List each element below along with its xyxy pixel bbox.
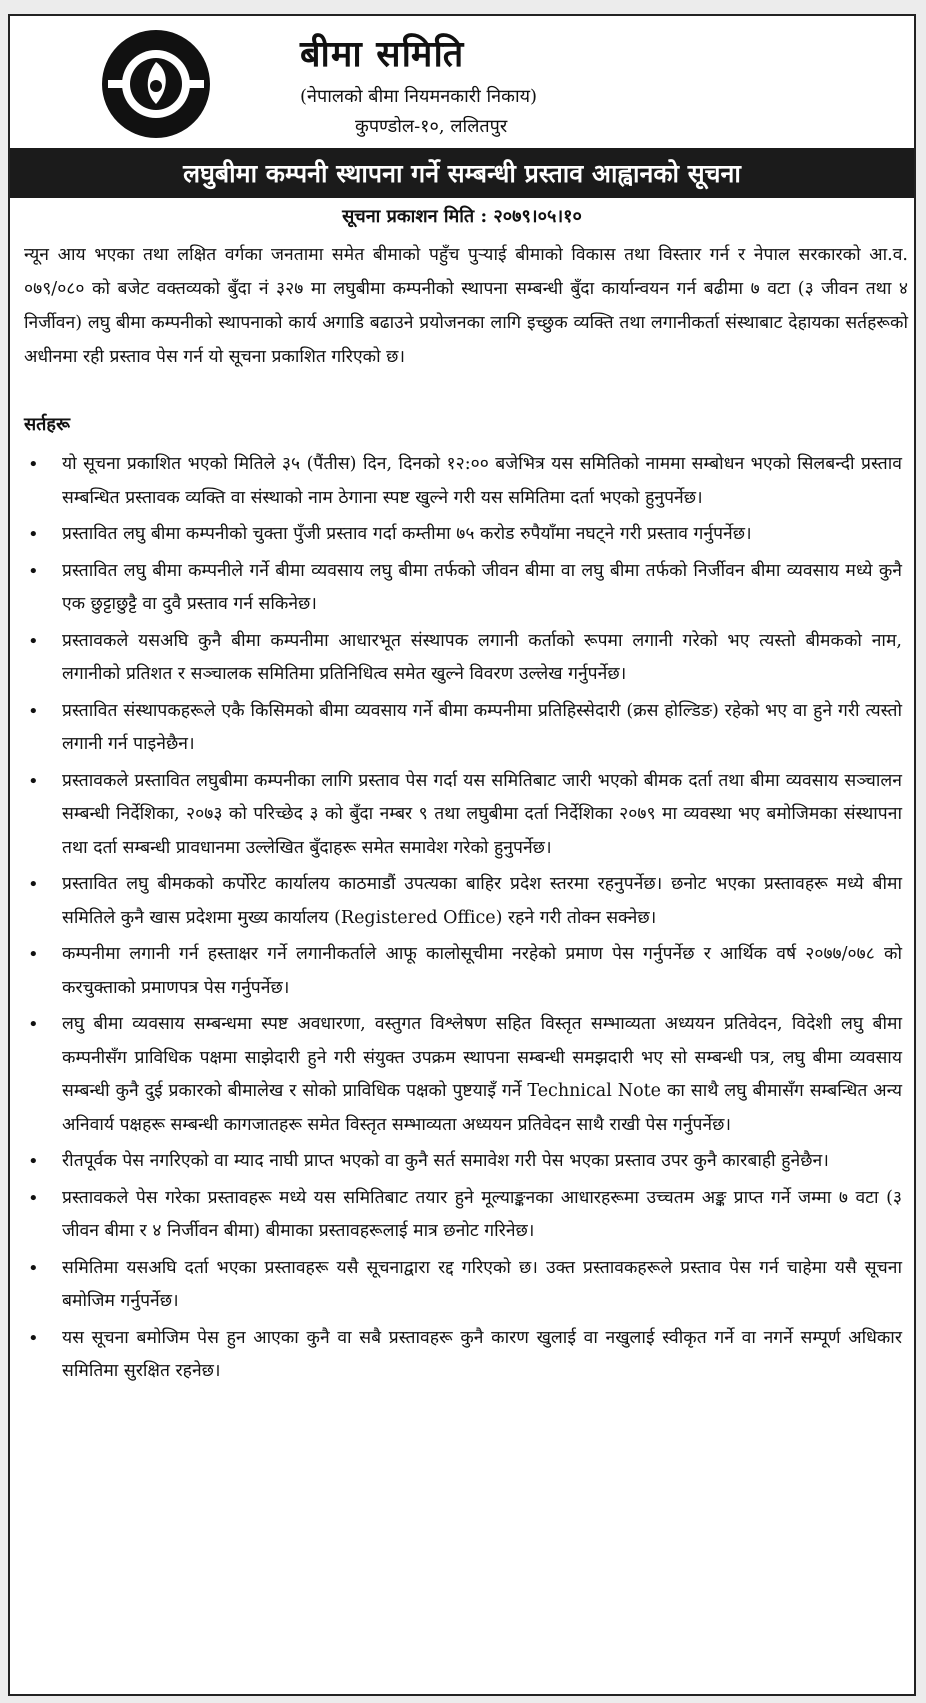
bullet-icon: • <box>28 454 39 475</box>
notice-title: लघुबीमा कम्पनी स्थापना गर्ने सम्बन्धी प्रस्ताव आह्वानको सूचना <box>10 148 914 198</box>
term-text: समितिमा यसअघि दर्ता भएका प्रस्तावहरू यसै सूचनाद्वारा रद्द गरिएको छ। उक्त प्रस्तावकहरूले प्रस्ताव पेस गर्न चाहेमा यसै सूचना बमोजिम गर्नुपर्नेछ। <box>62 1257 902 1311</box>
term-item <box>10 518 914 552</box>
bullet-icon: • <box>28 944 39 965</box>
bullet-icon: • <box>28 770 39 792</box>
insurance-board-logo <box>98 26 214 142</box>
bullet-icon: • <box>28 630 39 652</box>
term-item <box>10 555 914 622</box>
term-text: प्रस्तावित संस्थापकहरूले एकै किसिमको बीमा व्यवसाय गर्ने बीमा कम्पनीमा प्रतिहिस्सेदारी (क्रस होल्डिङ) रहेको भए वा हुने गरी त्यस्तो लगानी गर्न पाइनेछैन। <box>62 700 902 754</box>
term-item <box>10 1322 914 1389</box>
bullet-icon: • <box>28 700 39 722</box>
term-text: रीतपूर्वक पेस नगरिएको वा म्याद नाघी प्राप्त भएको वा कुनै सर्त समावेश गरी पेस भएका प्रस्ताव उपर कुनै कारबाही हुनेछैन। <box>62 1151 829 1171</box>
term-text: प्रस्तावकले प्रस्तावित लघुबीमा कम्पनीका लागि प्रस्ताव पेस गर्दा यस समितिबाट जारी भएको बीमक दर्ता तथा बीमा व्यवसाय सञ्चालन सम्बन्धी निर्देशिका, २०७३ को परिच्छेद ३ को बुँदा नम्बर ९ तथा लघुबीमा दर्ता निर्देशिका २०७९ मा व्यवस्था भए बमोजिमका संस्थापना तथा दर्ता सम्बन्धी प्रावधानमा उल्लेखित बुँदाहरू समेत समावेश गरेको हुनुपर्नेछ। <box>62 770 902 858</box>
term-item <box>10 448 914 515</box>
term-text: यस सूचना बमोजिम पेस हुन आएका कुनै वा सबै प्रस्तावहरू कुनै कारण खुलाई वा नखुलाई स्वीकृत गर्ने वा नगर्ने सम्पूर्ण अधिकार समितिमा सुरक्षित रहनेछ। <box>62 1327 902 1381</box>
term-item <box>10 1008 914 1142</box>
terms-heading: सर्तहरू <box>24 414 70 435</box>
term-item <box>10 765 914 866</box>
terms-list <box>10 448 914 1392</box>
bullet-icon: • <box>28 1151 39 1172</box>
bullet-icon: • <box>28 1257 39 1279</box>
term-item <box>10 938 914 1005</box>
term-text: प्रस्तावित लघु बीमा कम्पनीको चुक्ता पुँजी प्रस्ताव गर्दा कम्तीमा ७५ करोड रुपैयाँमा नघट्ने गरी प्रस्ताव गर्नुपर्नेछ। <box>62 524 752 544</box>
bullet-icon: • <box>28 874 39 895</box>
term-item <box>10 868 914 935</box>
notice-page <box>8 14 916 1696</box>
bullet-icon: • <box>28 1187 39 1209</box>
bullet-icon: • <box>28 1014 39 1035</box>
organization-address: कुपण्डोल-१०, ललितपुर <box>355 116 508 137</box>
term-item <box>10 1145 914 1179</box>
bullet-icon: • <box>28 1327 39 1349</box>
notice-intro-paragraph: न्यून आय भएका तथा लक्षित वर्गका जनतामा समेत बीमाको पहुँच पुऱ्याई बीमाको विकास तथा विस्तार गर्न र नेपाल सरकारको आ.व. ०७९/०८० को बजेट वक्तव्यको बुँदा नं ३२७ मा लघुबीमा कम्पनीको स्थापना सम्बन्धी बुँदा कार्यान्वयन गर्न बढीमा ७ वटा (३ जीवन तथा ४ निर्जीवन) लघु बीमा कम्पनीको स्थापनाको कार्य अगाडि बढाउने प्रयोजनका लागि इच्छुक व्यक्ति तथा लगानीकर्ता संस्थाबाट देहायका सर्तहरूको अधीनमा रही प्रस्ताव पेस गर्न यो सूचना प्रकाशित गरिएको छ। <box>24 245 908 367</box>
term-text: प्रस्तावकले पेस गरेका प्रस्तावहरू मध्ये यस समितिबाट तयार हुने मूल्याङ्कनका आधारहरूमा उच्चतम अङ्क प्राप्त गर्ने जम्मा ७ वटा (३ जीवन बीमा र ४ निर्जीवन बीमा) बीमाका प्रस्तावहरूलाई मात्र छनोट गरिनेछ। <box>62 1187 902 1241</box>
term-item <box>10 1252 914 1319</box>
notice-header <box>10 16 914 146</box>
term-text: यो सूचना प्रकाशित भएको मितिले ३५ (पैंतीस) दिन, दिनको १२:०० बजेभित्र यस समितिको नाममा सम्बोधन भएको सिलबन्दी प्रस्ताव सम्बन्धित प्रस्तावक व्यक्ति वा संस्थाको नाम ठेगाना स्पष्ट खुल्ने गरी यस समितिमा दर्ता भएको हुनुपर्नेछ। <box>62 454 902 508</box>
term-item <box>10 1182 914 1249</box>
bullet-icon: • <box>28 560 39 582</box>
term-text: प्रस्तावकले यसअघि कुनै बीमा कम्पनीमा आधारभूत संस्थापक लगानी कर्ताको रूपमा लगानी गरेको भए त्यस्तो बीमकको नाम, लगानीको प्रतिशत र सञ्चालक समितिमा प्रतिनिधित्व समेत खुल्ने विवरण उल्लेख गर्नुपर्नेछ। <box>62 630 902 684</box>
term-text: प्रस्तावित लघु बीमा कम्पनीले गर्ने बीमा व्यवसाय लघु बीमा तर्फको जीवन बीमा वा लघु बीमा तर्फको निर्जीवन बीमा व्यवसाय मध्ये कुनै एक छुट्टाछुट्टै वा दुवै प्रस्ताव गर्न सकिनेछ। <box>62 560 902 614</box>
term-item <box>10 695 914 762</box>
organization-name: बीमा समिति <box>300 33 465 75</box>
term-text: कम्पनीमा लगानी गर्न हस्ताक्षर गर्ने लगानीकर्ताले आफू कालोसूचीमा नरहेको प्रमाण पेस गर्नुपर्नेछ र आर्थिक वर्ष २०७७/०७८ को करचुक्ताको प्रमाणपत्र पेस गर्नुपर्नेछ। <box>62 944 902 998</box>
publication-date: सूचना प्रकाशन मिति : २०७९।०५।१० <box>342 206 582 227</box>
bullet-icon: • <box>28 524 39 545</box>
term-text: प्रस्तावित लघु बीमकको कर्पोरेट कार्यालय काठमाडौं उपत्यका बाहिर प्रदेश स्तरमा रहनुपर्नेछ। छनोट भएका प्रस्तावहरू मध्ये बीमा समितिले कुनै खास प्रदेशमा मुख्य कार्यालय (Registered Office) रहने गरी तोक्न सक्नेछ। <box>62 874 902 928</box>
term-item <box>10 625 914 692</box>
term-text: लघु बीमा व्यवसाय सम्बन्धमा स्पष्ट अवधारणा, वस्तुगत विश्लेषण सहित विस्तृत सम्भाव्यता अध्ययन प्रतिवेदन, विदेशी लघु बीमा कम्पनीसँग प्राविधिक पक्षमा साझेदारी हुने गरी संयुक्त उपक्रम स्थापना सम्बन्धी समझदारी भए सो सम्बन्धी पत्र, लघु बीमा व्यवसाय सम्बन्धी कुनै दुई प्रकारको बीमालेख र सोको प्राविधिक पक्षको पुष्टयाइँ गर्ने Technical Note का साथै लघु बीमासँग सम्बन्धित अन्य अनिवार्य पक्षहरू सम्बन्धी कागजातहरू समेत विस्तृत सम्भाव्यता अध्ययन प्रतिवेदन साथै राखी पेस गर्नुपर्नेछ। <box>62 1014 902 1135</box>
organization-subtitle: (नेपालको बीमा नियमनकारी निकाय) <box>300 86 538 107</box>
